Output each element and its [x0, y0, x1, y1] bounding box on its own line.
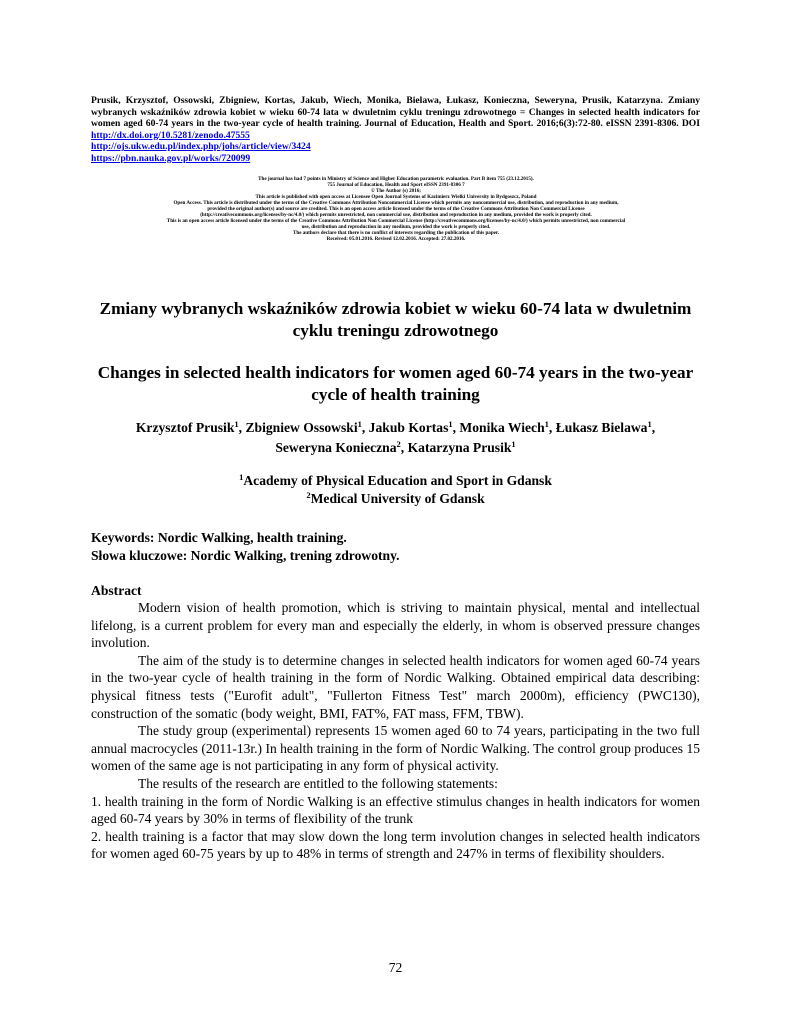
affiliation-sup: 2 [306, 490, 311, 500]
affiliation-name: Academy of Physical Education and Sport in Gdansk [243, 473, 552, 488]
notice-line: This article is published with open access at Licensee Open Journal Systems of Kazimierz Wielki University in Bydgoszcz, Poland [255, 194, 537, 201]
author-affil-sup: 1 [544, 419, 549, 429]
author-name: Monika Wiech [459, 420, 545, 435]
affiliation-item [91, 490, 700, 508]
author-name: Jakub Kortas [368, 420, 449, 435]
doi-link[interactable]: http://dx.doi.org/10.5281/zenodo.47555 [91, 129, 250, 141]
abstract-paragraph: The results of the research are entitled to the following statements: [138, 775, 498, 791]
pbn-link[interactable]: https://pbn.nauka.gov.pl/works/720099 [91, 152, 251, 164]
notice-line: provided the original author(s) and source are credited. This is an open access article licensed under the terms of the Creative Commons Attribution Non Commercial License [207, 206, 585, 213]
abstract-paragraph: The aim of the study is to determine changes in selected health indicators for women aged 60-74 years in the two-year cycle of health training in the form of Nordic Walking. Obtained empirical data describing: physical fitness tests ("Eurofit adult", "Fullerton Fitness Test" march 2000m), efficiency (PWC130), construction of the somatic (body weight, BMI, FAT%, FAT mass, FFM, TBW). [91, 652, 700, 721]
author-separator: , [361, 420, 369, 435]
ojs-link[interactable]: http://ojs.ukw.edu.pl/index.php/johs/article/view/3424 [91, 141, 311, 153]
abstract-body [91, 599, 700, 863]
affiliation-item [91, 472, 700, 490]
notice-line: The authors declare that there is no conflict of interests regarding the publication of this paper. [292, 230, 499, 237]
author-name: Zbigniew Ossowski [245, 420, 358, 435]
author-list [91, 418, 700, 458]
citation-text: Prusik, Krzysztof, Ossowski, Zbigniew, Kortas, Jakub, Wiech, Monika, Bielawa, Łukasz, Konieczna, Seweryna, Prusik, Katarzyna. Zmiany wybranych wskaźników zdrowia kobiet w wieku 60-74 lata w dwuletnim cyklu treningu zdrowotnego = Changes in selected health indicators for women aged 60-74 years in the two-year cycle of health training. Journal of Education, Health and Sport. 2016;6(3):72-80. eISSN 2391-8306. DOI [91, 95, 700, 130]
author-separator: , [548, 420, 556, 435]
notice-line: The journal has had 7 points in Ministry of Science and Higher Education parametric evaluation. Part B item 755 (23.12.2015). [258, 176, 534, 182]
affiliation-name: Medical University of Gdansk [310, 491, 485, 506]
affiliation-list [91, 472, 700, 508]
author-name: Łukasz Bielawa [555, 420, 648, 435]
notice-line: Open Access. This article is distributed under the terms of the Creative Commons Attribution Noncommercial License which permits any noncommercial use, distribution, and reproduction in any medium, [173, 200, 619, 207]
author-separator: , [400, 440, 408, 455]
author-affil-sup: 1 [234, 419, 239, 429]
author-affil-sup: 1 [357, 419, 362, 429]
author-affil-sup: 1 [511, 439, 516, 449]
notice-line: use, distribution and reproduction in any medium, provided the work is properly cited. [301, 224, 491, 231]
notice-line: Received: 05.01.2016. Revised 12.02.2016. Accepted: 27.02.2016. [326, 236, 466, 243]
keywords-english: Keywords: Nordic Walking, health training. [91, 530, 347, 545]
author-affil-sup: 2 [396, 439, 401, 449]
notice-line: © The Author (s) 2016; [370, 188, 422, 195]
author-name: Krzysztof Prusik [135, 420, 235, 435]
abstract-paragraph: Modern vision of health promotion, which is striving to maintain physical, mental and intellectual lifelong, is a current problem for every man and especially the elderly, in whom is observed pressure changes involution. [91, 600, 700, 651]
keywords-polish: Słowa kluczowe: Nordic Walking, trening zdrowotny. [91, 548, 400, 563]
affiliation-sup: 1 [239, 472, 244, 482]
author-name: Seweryna Konieczna [275, 440, 397, 455]
author-separator: , [238, 420, 246, 435]
abstract-paragraph: The study group (experimental) represents 15 women aged 60 to 74 years, participating in the two full annual macrocycles (2011-13r.) In health training in the form of Nordic Walking. The control group produces 15 women of the same age is not participating in any form of physical activity. [91, 723, 700, 774]
title-english: Changes in selected health indicators for women aged 60-74 years in the two-year cycle of health training [97, 363, 694, 404]
citation-block [91, 95, 700, 165]
title-polish: Zmiany wybranych wskaźników zdrowia kobiet w wieku 60-74 lata w dwuletnim cyklu treningu zdrowotnego [99, 299, 692, 340]
notice-line: This is an open access article licensed under the terms of the Creative Commons Attribution Non Commercial License (http://creativecommons.org/licenses/by-nc/4.0/) which permits unrestricted, non commercial [166, 218, 626, 225]
page-number: 72 [388, 960, 403, 975]
abstract-paragraph: 1. health training in the form of Nordic Walking is an effective stimulus changes in health indicators for women aged 60-74 years by 30% in terms of flexibility of the trunk [91, 793, 700, 827]
author-separator: , [651, 420, 656, 435]
keywords-block [91, 529, 700, 565]
author-name: Katarzyna Prusik [407, 440, 512, 455]
notice-line: (http://creativecommons.org/licenses/by-nc/4.0/) which permits unrestricted, non commercial use, distribution and reproduction in any medium, provided the work is properly cited. [200, 212, 592, 219]
abstract-paragraph: 2. health training is a factor that may slow down the long term involution changes in selected health indicators for women aged 60-75 years by up to 48% in terms of strength and 247% in terms of flexibility shoulders. [91, 828, 700, 862]
notice-line: 755 Journal of Education, Health and Sport eISSN 2391-8306 7 [327, 182, 465, 189]
journal-notice [96, 176, 696, 243]
author-separator: , [452, 420, 460, 435]
author-affil-sup: 1 [448, 419, 453, 429]
author-affil-sup: 1 [647, 419, 652, 429]
abstract-heading: Abstract [91, 583, 142, 598]
